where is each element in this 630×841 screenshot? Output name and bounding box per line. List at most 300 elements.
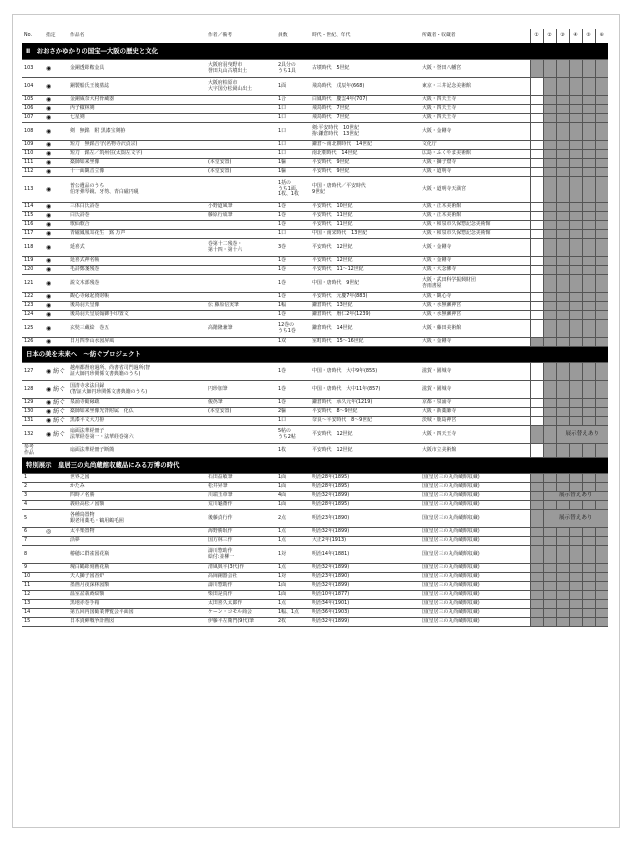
period-cell: [530, 275, 543, 293]
cell-qty: 1巻: [276, 363, 310, 381]
period-cell: [556, 230, 569, 239]
cell-period: 平安時代 10世紀: [310, 203, 420, 212]
section-title: Ⅱ おおさかゆかりの国宝―大阪の歴史と文化: [22, 44, 608, 60]
period-cell: [595, 399, 608, 408]
period-cell: [569, 302, 582, 311]
cell-period: 明治32年(1899): [310, 528, 420, 537]
cell-title: 後鳥羽天皇宸翰御手印置文: [68, 311, 206, 320]
period-cell: [543, 564, 556, 573]
period-cell: [530, 239, 543, 257]
period-cell: [595, 266, 608, 275]
cell-no: 121: [22, 275, 44, 293]
period-cell: [569, 105, 582, 114]
table-row: [22, 501, 608, 510]
cell-no: 113: [22, 177, 44, 203]
table-row: [22, 123, 608, 141]
period-cell: [543, 293, 556, 302]
table-row: [22, 150, 608, 159]
cell-owner: 大阪・道明寺天満宮: [420, 177, 530, 203]
period-cell: [582, 266, 595, 275]
period-cell: [595, 582, 608, 591]
cell-designation: [44, 483, 68, 492]
cell-qty: 1点: [276, 537, 310, 546]
cell-no: 104: [22, 78, 44, 96]
period-cell: [530, 141, 543, 150]
period-cell: [556, 483, 569, 492]
cell-designation: [44, 510, 68, 528]
period-cell: [582, 546, 595, 564]
period-cell: [595, 221, 608, 230]
period-cell: [556, 363, 569, 381]
table-row: [22, 600, 608, 609]
period-cell: [569, 203, 582, 212]
table-row: [22, 528, 608, 537]
cell-title: 銅製船氏王後墓誌: [68, 78, 206, 96]
period-cell: [582, 417, 595, 426]
cell-designation: ◉ 紡ぐ: [44, 417, 68, 426]
cell-owner: 大阪・正木美術館: [420, 203, 530, 212]
cell-qty: 2軀: [276, 408, 310, 417]
cell-period: 大正2年(1913): [310, 537, 420, 546]
table-row: [22, 591, 608, 600]
period-cell: [530, 408, 543, 417]
cell-owner: 国(皇居三の丸尚蔵館収蔵): [420, 483, 530, 492]
cell-owner: 大阪・和泉市久保惣記念美術館: [420, 221, 530, 230]
cell-owner: 国(皇居三の丸尚蔵館収蔵): [420, 510, 530, 528]
period-cell: [569, 96, 582, 105]
cell-designation: [44, 537, 68, 546]
period-cell: [543, 168, 556, 177]
cell-designation: ◉: [44, 302, 68, 311]
header-row: [22, 29, 608, 44]
cell-author: 濤川惣助作 絵付:並柳一: [206, 546, 276, 564]
cell-author: [206, 338, 276, 347]
period-cell: [569, 257, 582, 266]
period-cell: [543, 60, 556, 78]
cell-author: 荒川龜齋作: [206, 501, 276, 510]
period-cell: [556, 582, 569, 591]
cell-no: 120: [22, 266, 44, 275]
period-cell: [556, 105, 569, 114]
header-period-3: ③: [556, 29, 569, 44]
cell-designation: ◉: [44, 212, 68, 221]
period-cell: [530, 582, 543, 591]
table-row: [22, 239, 608, 257]
cell-qty: 1括の うち1面、 1枚、1枚: [276, 177, 310, 203]
period-cell: [582, 564, 595, 573]
cell-title: 黒漆平文大刀拵: [68, 417, 206, 426]
table-row: [22, 537, 608, 546]
cell-designation: ◉: [44, 78, 68, 96]
cell-designation: [44, 591, 68, 600]
table-row: [22, 320, 608, 338]
period-cell: [543, 257, 556, 266]
cell-period: 中国・南宋時代 13世紀: [310, 230, 420, 239]
period-cell: [530, 230, 543, 239]
period-cell: [556, 177, 569, 203]
period-cell: [595, 444, 608, 458]
cell-title: 日本貴紳戦争計画図: [68, 618, 206, 627]
period-cell: [569, 444, 582, 458]
period-cell: [569, 591, 582, 600]
cell-author: 伊藤平左衛門(9代)筆: [206, 618, 276, 627]
cell-owner: 国(皇居三の丸尚蔵館収蔵): [420, 582, 530, 591]
cell-owner: 大阪市立美術館: [420, 444, 530, 458]
cell-title: 太平楽置物: [68, 528, 206, 537]
header-no: No.: [22, 29, 44, 44]
period-cell: [569, 582, 582, 591]
cell-period: 中国・唐時代 大中9年(855): [310, 363, 420, 381]
period-cell: [595, 230, 608, 239]
period-cell: [595, 105, 608, 114]
period-cell: [530, 501, 543, 510]
period-cell: [556, 96, 569, 105]
table-row: [22, 177, 608, 203]
cell-period: 明治32年(1899): [310, 582, 420, 591]
period-cell: [543, 474, 556, 483]
cell-no: 124: [22, 311, 44, 320]
cell-period: 平安時代 8～9世紀: [310, 408, 420, 417]
period-cell: [543, 501, 556, 510]
period-cell: [543, 618, 556, 627]
cell-title: 白氏詩巻: [68, 212, 206, 221]
cell-qty: 1巻: [276, 203, 310, 212]
period-cell: [556, 501, 569, 510]
cell-period: 明治23年(1890): [310, 573, 420, 582]
cell-author: [206, 257, 276, 266]
cell-qty: 1面: [276, 474, 310, 483]
cell-designation: ◉: [44, 221, 68, 230]
period-cell: [569, 474, 582, 483]
cell-owner: 大阪・大念佛寺: [420, 266, 530, 275]
cell-designation: ◉: [44, 203, 68, 212]
table-row: [22, 293, 608, 302]
cell-no: 132: [22, 426, 44, 444]
period-cell: [556, 320, 569, 338]
header-period-5: ⑤: [582, 29, 595, 44]
period-cell: [582, 60, 595, 78]
period-cell: [595, 609, 608, 618]
period-cell: [595, 302, 608, 311]
period-cell: [530, 426, 543, 444]
cell-title: 剣 無銘 附 黒漆宝剣拵: [68, 123, 206, 141]
cell-period: 明治32年(1899): [310, 492, 420, 501]
cell-author: 国方林三作: [206, 537, 276, 546]
cell-designation: ◉: [44, 141, 68, 150]
table-row: [22, 573, 608, 582]
cell-period: 明治34年(1901): [310, 600, 420, 609]
cell-title: 第五回内国勧業博覧会平面図: [68, 609, 206, 618]
cell-owner: 国(皇居三の丸尚蔵館収蔵): [420, 546, 530, 564]
table-row: [22, 311, 608, 320]
cell-no: 114: [22, 203, 44, 212]
cell-designation: [44, 501, 68, 510]
period-cell: [530, 474, 543, 483]
cell-title: 普公遺品のうち 伯牙弾琴鏡、牙笏、青白磁円硯: [68, 177, 206, 203]
period-cell: [582, 582, 595, 591]
cell-owner: 国(皇居三の丸尚蔵館収蔵): [420, 591, 530, 600]
cell-no: 4: [22, 501, 44, 510]
period-cell: [582, 221, 595, 230]
table-row: [22, 96, 608, 105]
cell-author: 濤川惣助作: [206, 582, 276, 591]
period-cell: [582, 141, 595, 150]
cell-period: 平安時代 9世紀: [310, 159, 420, 168]
period-cell: [543, 573, 556, 582]
period-cell: [582, 408, 595, 417]
period-cell: [543, 114, 556, 123]
period-cell: [556, 266, 569, 275]
section-title: 日本の美を未来へ ～紡ぐプロジェクト: [22, 347, 608, 363]
period-cell: [569, 417, 582, 426]
cell-title: 黒地赤巻手箱: [68, 600, 206, 609]
cell-designation: [44, 609, 68, 618]
period-cell: [569, 573, 582, 582]
cell-period: 飛鳥時代 7世紀: [310, 114, 420, 123]
table-row: [22, 203, 608, 212]
period-cell: [530, 96, 543, 105]
table-row: [22, 105, 608, 114]
period-cell: [530, 528, 543, 537]
cell-designation: ◉ 紡ぐ: [44, 408, 68, 417]
cell-no: 5: [22, 510, 44, 528]
period-cell: [543, 239, 556, 257]
cell-no: 118: [22, 239, 44, 257]
cell-author: 円珍加筆: [206, 381, 276, 399]
cell-no: 105: [22, 96, 44, 105]
period-cell: [543, 444, 556, 458]
table-row: [22, 609, 608, 618]
cell-owner: 広島・ふくやま美術館: [420, 150, 530, 159]
period-cell: [582, 105, 595, 114]
period-cell: [582, 311, 595, 320]
period-cell: [556, 417, 569, 426]
cell-owner: 大阪・金剛寺: [420, 338, 530, 347]
period-cell: [582, 203, 595, 212]
period-cell: [530, 293, 543, 302]
cell-period: 平安時代 11世紀: [310, 221, 420, 230]
cell-author: [206, 114, 276, 123]
cell-author: [206, 311, 276, 320]
cell-qty: 1巻: [276, 399, 310, 408]
cell-title: 青磁鳳凰耳花生 銘 万声: [68, 230, 206, 239]
cell-designation: ◉: [44, 338, 68, 347]
cell-no: 123: [22, 302, 44, 311]
period-cell: [569, 528, 582, 537]
cell-no: 14: [22, 609, 44, 618]
cell-designation: [44, 492, 68, 501]
period-cell: [582, 150, 595, 159]
cell-title: 墨画月夜深林図額: [68, 582, 206, 591]
cell-title: 三体白氏詩巻: [68, 203, 206, 212]
cell-period: 明治32年(1899): [310, 618, 420, 627]
cell-owner: 大阪・正木美術館: [420, 212, 530, 221]
period-cell: [543, 426, 556, 444]
period-cell: [582, 501, 595, 510]
cell-author: 海野勝珉作: [206, 528, 276, 537]
period-cell: [569, 399, 582, 408]
cell-author: 石田益敏筆: [206, 474, 276, 483]
period-cell: [543, 302, 556, 311]
cell-period: 南北朝時代 14世紀: [310, 150, 420, 159]
period-cell: [543, 177, 556, 203]
cell-period: 平安時代 元慶7年(883): [310, 293, 420, 302]
period-cell: [582, 591, 595, 600]
section-header: [22, 458, 608, 474]
cell-title: 各種鳥置物 銀老用薬毛・鶴用鶴毛囲: [68, 510, 206, 528]
cell-author: [206, 177, 276, 203]
cell-title: 七星剣: [68, 114, 206, 123]
period-cell: [556, 591, 569, 600]
cell-no: 参考 作品: [22, 444, 44, 458]
cell-designation: ◉: [44, 105, 68, 114]
cell-title: 短刀 無銘吉守(名物寺沢貞宗): [68, 141, 206, 150]
cell-period: 明治28年(1895): [310, 474, 420, 483]
section-header: [22, 347, 608, 363]
period-cell: [556, 381, 569, 399]
cell-no: 110: [22, 150, 44, 159]
cell-qty: 1軀: [276, 168, 310, 177]
cell-qty: 1面: [276, 591, 310, 600]
period-cell: [569, 123, 582, 141]
cell-author: 川端玉章筆: [206, 492, 276, 501]
period-cell: [569, 212, 582, 221]
cell-no: 2: [22, 483, 44, 492]
cell-author: 伝 藤原信実筆: [206, 302, 276, 311]
cell-qty: 1双: [276, 338, 310, 347]
period-cell: [595, 114, 608, 123]
cell-owner: 大阪・四天王寺: [420, 96, 530, 105]
period-cell: [556, 257, 569, 266]
period-cell: [543, 399, 556, 408]
period-cell: [543, 537, 556, 546]
period-cell: [530, 444, 543, 458]
cell-designation: ◉: [44, 159, 68, 168]
cell-designation: ◉ 紡ぐ: [44, 399, 68, 408]
cell-designation: ◉: [44, 239, 68, 257]
period-cell: [530, 105, 543, 114]
period-cell: [530, 417, 543, 426]
cell-designation: [44, 618, 68, 627]
period-cell: [543, 600, 556, 609]
cell-no: 103: [22, 60, 44, 78]
cell-qty: 1点: [276, 528, 310, 537]
cell-qty: 1口: [276, 105, 310, 114]
cell-designation: ◉: [44, 311, 68, 320]
cell-title: 世界之図: [68, 474, 206, 483]
period-cell: [543, 275, 556, 293]
period-cell: [595, 177, 608, 203]
cell-author: 巻第十二残巻・ 第十四・第十六: [206, 239, 276, 257]
cell-designation: ◉: [44, 123, 68, 141]
table-row: [22, 417, 608, 426]
period-cell: [569, 600, 582, 609]
cell-period: 平安時代 12世紀: [310, 426, 420, 444]
cell-no: 131: [22, 417, 44, 426]
period-cell: [582, 483, 595, 492]
cell-period: 中国・唐時代／平安時代 9世紀: [310, 177, 420, 203]
cell-owner: 大阪・誉田八幡宮: [420, 60, 530, 78]
cell-qty: 1幅、1点: [276, 609, 310, 618]
cell-designation: [44, 573, 68, 582]
cell-author: [206, 96, 276, 105]
period-cell: [530, 78, 543, 96]
cell-qty: 1点: [276, 600, 310, 609]
period-cell: [569, 483, 582, 492]
cell-title: 歌仙歌合: [68, 221, 206, 230]
period-cell: [543, 105, 556, 114]
period-cell: [543, 311, 556, 320]
period-cell: [595, 363, 608, 381]
cell-period: 鎌倉時代 13世紀: [310, 302, 420, 311]
period-cell: [582, 275, 595, 293]
period-cell: [595, 381, 608, 399]
period-cell: [569, 564, 582, 573]
header-designation: 指定: [44, 29, 68, 44]
header-title: 作品名: [68, 29, 206, 44]
cell-title: 玄奘三蔵絵 巻五: [68, 320, 206, 338]
cell-no: 108: [22, 123, 44, 141]
header-period-6: ⑥: [595, 29, 608, 44]
period-cell: [556, 212, 569, 221]
period-cell: [595, 159, 608, 168]
cell-designation: ◉: [44, 96, 68, 105]
cell-qty: 1口: [276, 123, 310, 141]
cell-designation: ◉: [44, 266, 68, 275]
cell-owner: 国(皇居三の丸尚蔵館収蔵): [420, 600, 530, 609]
period-cell: [530, 150, 543, 159]
period-cell: [582, 609, 595, 618]
cell-title: 金銅威奈大村骨蔵器: [68, 96, 206, 105]
period-cell: [582, 537, 595, 546]
cell-title: 扇面法華経冊子 法華経巻第一・法華経巻第六: [68, 426, 206, 444]
period-cell: [595, 293, 608, 302]
period-cell: [530, 203, 543, 212]
cell-qty: 1口: [276, 141, 310, 150]
cell-title: 毛詩鄭箋残巻: [68, 266, 206, 275]
cell-author: [206, 266, 276, 275]
cell-qty: 1合: [276, 96, 310, 105]
cell-author: 小野道風筆: [206, 203, 276, 212]
cell-designation: ◉ 紡ぐ: [44, 381, 68, 399]
cell-author: (本堂安置): [206, 408, 276, 417]
period-cell: [543, 203, 556, 212]
period-cell: [530, 266, 543, 275]
period-cell: [582, 123, 595, 141]
cell-author: [206, 417, 276, 426]
period-cell: [582, 381, 595, 399]
cell-qty: 1幅: [276, 302, 310, 311]
period-cell: [556, 78, 569, 96]
cell-title: 塊白鶴彫刻画花瓶: [68, 564, 206, 573]
table-row: [22, 230, 608, 239]
cell-designation: [44, 474, 68, 483]
table-row: [22, 78, 608, 96]
cell-designation: ◉: [44, 60, 68, 78]
cell-author: 高階隆兼筆: [206, 320, 276, 338]
period-cell: [556, 60, 569, 78]
table-row: [22, 159, 608, 168]
cell-no: 125: [22, 320, 44, 338]
period-cell: [595, 537, 608, 546]
cell-no: 122: [22, 293, 44, 302]
period-cell: [530, 492, 543, 501]
cell-no: 126: [22, 338, 44, 347]
period-cell: [595, 474, 608, 483]
period-cell: [582, 444, 595, 458]
table-row: [22, 510, 608, 528]
period-cell: [595, 417, 608, 426]
